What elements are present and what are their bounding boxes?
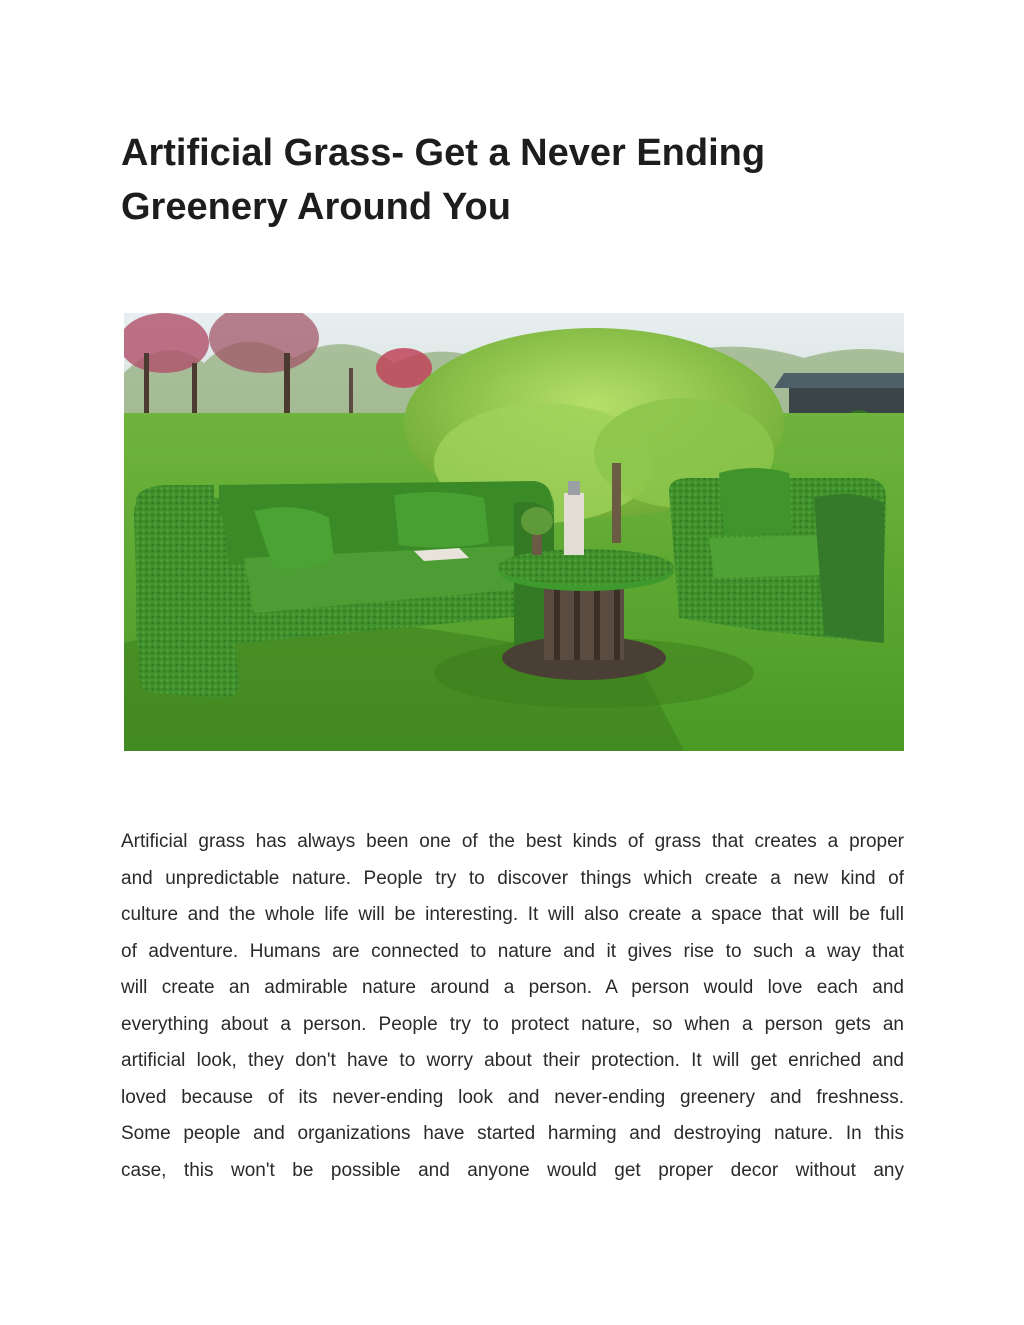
body-line: of adventure. Humans are connected to nature and it gives rise to such a way that	[121, 940, 904, 962]
body-line: culture and the whole life will be interesting. It will also create a space that will be full	[121, 904, 904, 925]
page-title	[121, 126, 921, 234]
body-line: Artificial grass has always been one of the best kinds of grass that creates a proper	[121, 831, 904, 852]
body-line: loved because of its never-ending look and never-ending greenery and freshness.	[121, 1086, 904, 1108]
garden-furniture-illustration	[124, 313, 904, 751]
title-line-1: Artificial Grass- Get a Never Ending	[121, 132, 766, 174]
body-line: artificial look, they don't have to worry about their protection. It will get enriched and	[121, 1050, 904, 1071]
title-line-2: Greenery Around You	[121, 186, 511, 228]
body-line: Some people and organizations have started harming and destroying nature. In this	[121, 1123, 904, 1144]
body-line: will create an admirable nature around a person. A person would love each and	[121, 977, 904, 998]
article-body	[121, 824, 904, 1189]
grass-armchair	[669, 468, 886, 643]
article-photo	[124, 313, 904, 751]
body-line: and unpredictable nature. People try to discover things which create a new kind of	[121, 867, 904, 889]
body-line: case, this won't be possible and anyone would get proper decor without any	[121, 1159, 904, 1181]
body-line: everything about a person. People try to protect nature, so when a person gets an	[121, 1013, 904, 1035]
